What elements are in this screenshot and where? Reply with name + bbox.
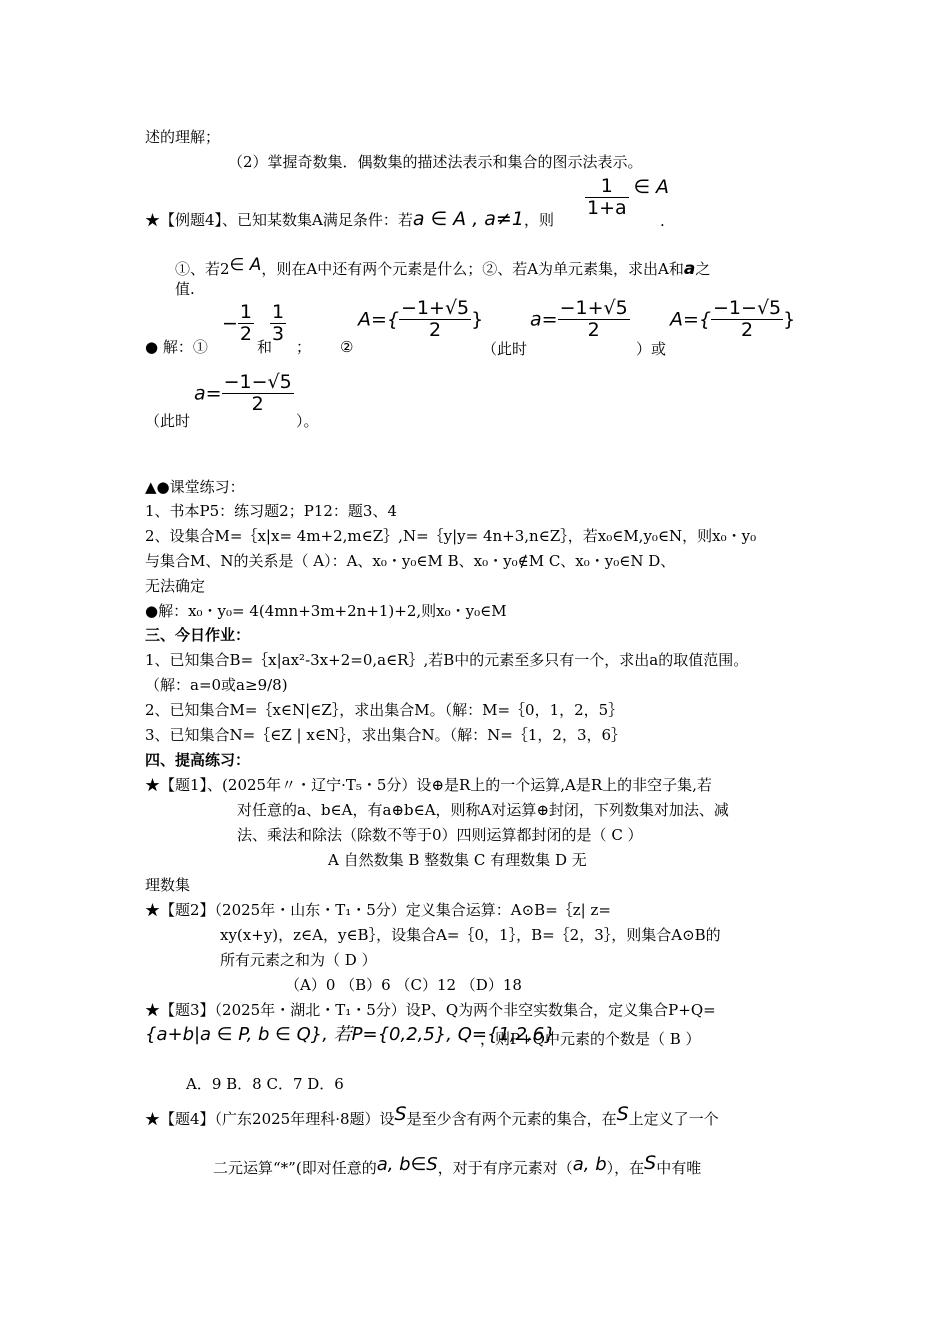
example-4-heading: ★【例题4】、已知某数集A满足条件：若a ∈ A , a≠1，则 [145, 208, 554, 230]
answer-options: A．9 B．8 C．7 D．6 [186, 1075, 344, 1093]
text-line: 理数集 [145, 876, 191, 894]
advanced-heading: 四、提高练习： [145, 751, 251, 769]
text-line: ）或 [636, 340, 667, 358]
text-line: 值. [175, 280, 195, 298]
text-line: ★【题2】（2025年・山东・T₁・5分）定义集合运算：A⊙B=｛z| z= [145, 901, 611, 919]
set-A-minus: A={ $\frac{-1-√5}{2}$ } [670, 297, 796, 341]
set-A-plus: A={ $\frac{-1+√5}{2}$ } [358, 297, 484, 341]
text-line: 对任意的a、b∈A，有a⊕b∈A，则称A对运算⊕封闭，下列数集对加法、减 [237, 801, 729, 819]
text-line: . [660, 212, 665, 230]
text-line: （2）掌握奇数集．偶数集的描述法表示和集合的图示法表示。 [228, 153, 643, 171]
text-line: ② [340, 338, 354, 356]
text-line: （此时 [482, 340, 528, 358]
text-line: A 自然数集 B 整数集 C 有理数集 D 无 [328, 851, 587, 869]
text-line: 和 [257, 338, 273, 356]
text-line: （解：a=0或a≥9/8) [145, 676, 288, 694]
text-line: ★【题3】（2025年・湖北・T₁・5分）设P、Q为两个非空实数集合，定义集合P+Q= [145, 1001, 716, 1019]
text-line: 二元运算“*”(即对任意的a, b∈S，对于有序元素对（a, b），在S中有唯 [213, 1152, 702, 1177]
text-line: 所有元素之和为（ D ） [220, 951, 377, 969]
a-equals-plus: a= $\frac{-1+√5}{2}$ [530, 297, 628, 341]
fraction-one-third: $\frac{1}{3}$ [272, 301, 285, 345]
text-line: ，则P+Q中元素的个数是（ B ） [480, 1030, 701, 1048]
homework-heading: 三、今日作业： [145, 626, 251, 644]
text-line: 无法确定 [145, 577, 206, 595]
text-line: ●解：x₀・y₀= 4(4mn+3m+2n+1)+2,则x₀・y₀∈M [145, 602, 507, 620]
text-line: ）。 [296, 412, 319, 430]
fraction-neg-half: − $\frac{1}{2}$ [222, 301, 253, 345]
solution-label: ● 解：① [145, 338, 208, 356]
text-line: ★【题4】（广东2025年理科·8题）设S是至少含有两个元素的集合，在S上定义了一个 [145, 1103, 719, 1128]
text-line: ★【题1】、(2025年〃・辽宁·T₅・5分）设⊕是R上的一个运算,A是R上的非空子集,若 [145, 776, 712, 794]
math-set-definition: {a+b|a ∈ P, b ∈ Q}, 若P={0,2,5}, Q={1,2,6} [145, 1024, 556, 1045]
text-line: （此时 [145, 412, 191, 430]
text-line: 1、已知集合B=｛x|ax²-3x+2=0,a∈R｝,若B中的元素至多只有一个，求出a的取值范围。 [145, 651, 749, 669]
example-4-fraction: $\frac{1}{1+a}$ ∈ A [587, 175, 670, 219]
example-4-question: ①、若2∈ A，则在A中还有两个元素是什么；②、若A为单元素集，求出A和a之 [175, 255, 711, 279]
text-line: 3、已知集合N=｛∈Z | x∈N｝，求出集合N。（解：N=｛1，2，3，6｝ [145, 726, 627, 744]
text-line: xy(x+y)，z∈A，y∈B｝，设集合A=｛0，1｝，B=｛2，3｝，则集合A⊙B的 [220, 926, 721, 944]
text-line: 2、设集合M=｛x|x= 4m+2,m∈Z｝,N=｛y|y= 4n+3,n∈Z｝，若x₀∈M,y₀∈N，则x₀・y₀ [145, 527, 757, 545]
text-line: 法、乘法和除法（除数不等于0）四则运算都封闭的是（ C ） [237, 826, 643, 844]
a-equals-minus: a= $\frac{-1-√5}{2}$ [194, 371, 292, 415]
text-line: 述的理解； [145, 128, 221, 146]
text-line: 2、已知集合M=｛x∈N|∈Z｝，求出集合M。（解：M=｛0，1，2，5｝ [145, 701, 624, 719]
text-line: ； [296, 338, 312, 356]
text-line: （A）0 （B）6 （C）12 （D）18 [285, 976, 522, 994]
text-line: 1、书本P5：练习题2；P12：题3、4 [145, 502, 397, 520]
text-line: 与集合M、N的关系是（ A）：A、x₀・y₀∈M B、x₀・y₀∉M C、x₀・y₀∈N D、 [145, 552, 676, 570]
practice-heading: ▲●课堂练习： [145, 478, 245, 496]
